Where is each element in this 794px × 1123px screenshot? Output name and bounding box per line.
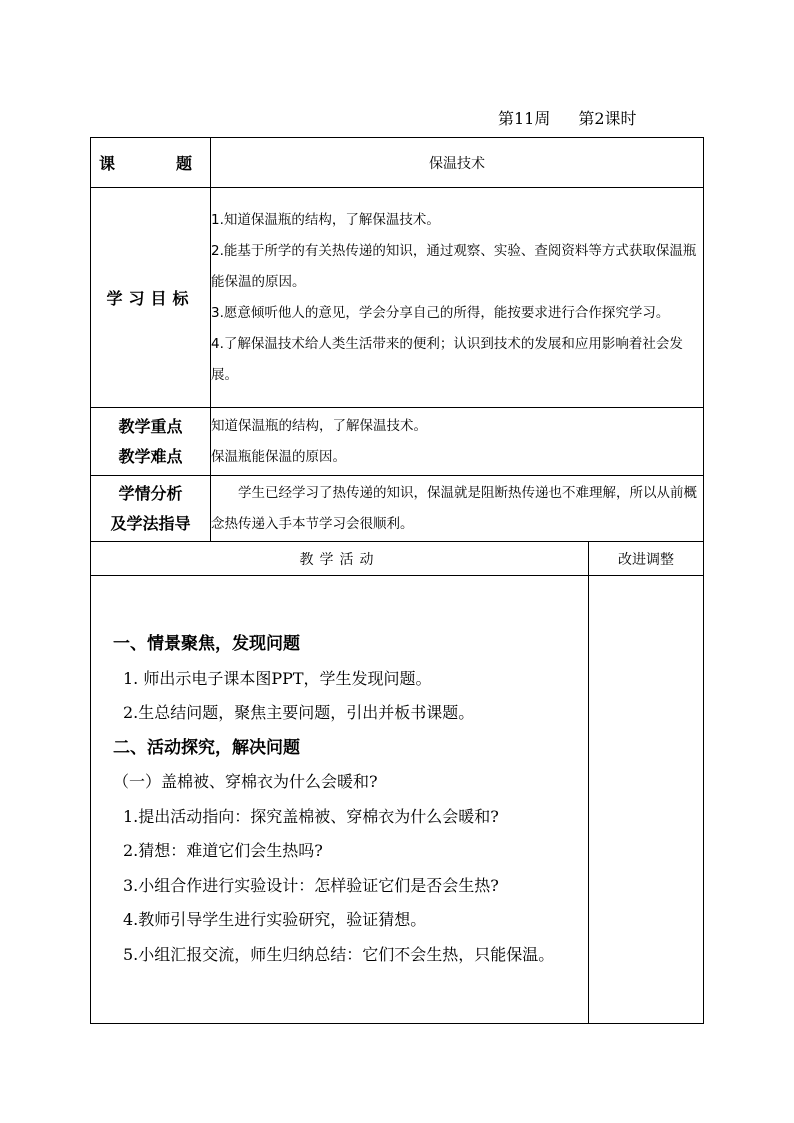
activity-item: 2.猜想：难道它们会生热吗?: [123, 841, 323, 860]
analysis-row: [91, 476, 704, 542]
lesson-number: 第2课时: [578, 109, 637, 128]
week-lesson-header: [498, 106, 637, 129]
topic-label: 课 题: [99, 154, 192, 173]
activity-item: 1. 师出示电子课本图PPT，学生发现问题。: [123, 668, 432, 688]
activity-item: 5.小组汇报交流，师生归纳总结：它们不会生热，只能保温。: [123, 944, 555, 964]
key-points-label: [91, 408, 211, 476]
analysis-text: 学生已经学习了热传递的知识，保温就是阻断热传递也不难理解，所以从前概念热传递入手本节学习会很顺利。: [211, 476, 704, 542]
activities-content: [91, 576, 589, 1024]
activities-row: [91, 576, 704, 1024]
activity-item: 1.提出活动指向：探究盖棉被、穿棉衣为什么会暖和?: [123, 806, 499, 826]
subsection-title: （一）盖棉被、穿棉衣为什么会暖和?: [113, 772, 378, 791]
adjust-content: [589, 576, 704, 1024]
goals-label: 学习目标: [91, 188, 211, 408]
goal-item: 3.愿意倾听他人的意见，学会分享自己的所得，能按要求进行合作探究学习。: [211, 304, 670, 321]
goal-item: 4.了解保温技术给人类生活带来的便利；认识到技术的发展和应用影响着社会发展。: [211, 335, 683, 383]
adjust-header: 改进调整: [589, 542, 704, 576]
difficulty-text: 保温瓶能保温的原因。: [211, 448, 346, 465]
goals-list: [211, 188, 704, 408]
key-points-content: [211, 408, 704, 476]
difficulty-label: 教学难点: [118, 446, 183, 466]
activity-header-row: [91, 542, 704, 576]
topic-row: [91, 138, 704, 188]
goal-item: 1.知道保温瓶的结构，了解保温技术。: [211, 211, 440, 228]
goal-item: 2.能基于所学的有关热传递的知识，通过观察、实验、查阅资料等方式获取保温瓶能保温的原因。: [211, 242, 697, 290]
activity-item: 4.教师引导学生进行实验研究，验证猜想。: [123, 910, 427, 929]
section-title: 一、情景聚焦，发现问题: [113, 634, 300, 654]
topic-label-cell: [91, 138, 211, 188]
focus-text: 知道保温瓶的结构，了解保温技术。: [211, 417, 427, 434]
activity-item: 3.小组合作进行实验设计：怎样验证它们是否会生热?: [123, 875, 499, 895]
week-number: 第11周: [498, 109, 551, 128]
analysis-label: 学情分析 及学法指导: [91, 476, 211, 542]
key-points-row: [91, 408, 704, 476]
section-title: 二、活动探究，解决问题: [113, 737, 300, 758]
goals-row: [91, 188, 704, 408]
lesson-plan-table: [90, 137, 704, 1024]
activities-header: 教学活动: [91, 542, 589, 576]
focus-label: 教学重点: [118, 416, 183, 436]
activity-item: 2.生总结问题，聚焦主要问题，引出并板书课题。: [123, 703, 475, 722]
topic-value: 保温技术: [211, 138, 704, 188]
